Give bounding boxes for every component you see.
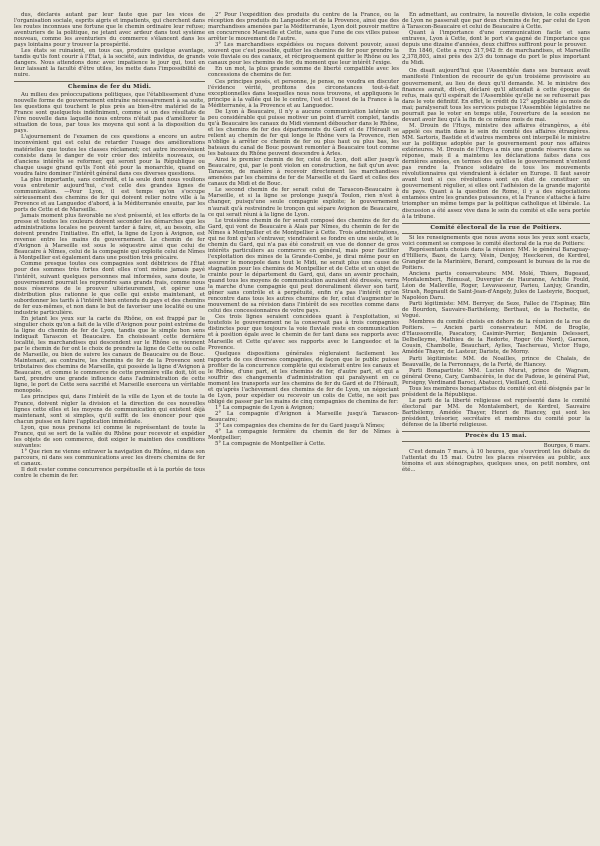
col3-paragraph: On disait aujourd'hui que l'Assemblée dans ses bureaux avait manifesté l'intention de recourir de qu'un troisième provisoire au gouvernement, au lieu de deux qu'il demande. M. le ministre des finances aurait, dit-on, déclaré qu'il attendait à cette époque de refus, mais qu'il espérait de l'Assemblée qu'elle ne se refuserait pas dans le vote définitif. En effet, le crédit du 12° applicable au mois de mai; paralyserait tous les services puisque l'Assemblée législative ne pourrait pas le voter en temps utile, l'ouverture de la session ne devant avoir lieu qu'à la fin de ce même mois de mai. [402, 68, 590, 123]
col1-paragraph: dus, déclarés autant par leur faute que par les vices de l'organisation sociale, esprits aigris et impatients, qui cherchent dans les routes inconnues une fortune que le chemin ordinaire leur refuse; aventuriers de la politique, ne jetant avec ardeur dans tout système nouveau, comme les aventuriers du commerce s'élancent dans les pays lointains pour y trouver la prospérité. [14, 12, 205, 49]
col1-paragraph: 1° Que rien ne vienne entraver la navigation du Rhône, ni dans son parcours, ni dans ses communications avec les divers chemins de fer et canaux. [14, 448, 205, 467]
col1-paragraph: Jamais moment plus favorable ne s'est présenté, et les efforts de la presse et toutes les couleurs doivent seconder les démarches que les administrations locales ne peuvent tarder à faire, et, au besoin, elle doivent prendre l'initiative. En effet, la ligne de Lyon à Avignon, est revenue entre les mains du gouvernement. Le chemin de fer d'Avignon à Marseille est sous le séquestre ainsi que celui de Beaucaire à Nîmes, celui de la compagnie qui exploite celui de Nîmes à Montpellier est également dans une position très précaire. [14, 213, 205, 262]
col3-paragraph: Parti légitimiste: MM. de Noailles, prince de Chalais, de Beauvaille, de la Ferronnays, de la Ferté, de Riancey. [402, 355, 590, 368]
col1-paragraph: Les principes qui, dans l'intérêt de la ville de Lyon et de toute la France, doivent régler la division et la direction de ces nouvelles lignes cette elles et les moyens de communication qui existent déjà maintenant, sont si simples, qu'il suffit de les énoncer pour que chacun puisse en faire l'application immédiate. [14, 394, 205, 425]
col2-paragraph: De Lyon à Beaucaire, il n'y a aucune communication latérale un peu considérable qui puisse motiver un point d'arrêt complet, tandis qu'à Beaucaire les canaux du Midi viennent déboucher dans le Rhône, et les chemins de fer des départements du Gard et de l'Hérault se relient au chemin de fer qui longe le Rhône vers la Provence, rien n'oblige à arrêter ce chemin de fer ou plus haut ou plus bas, les bateaux du canal de Bouc pouvant remonter à Beaucaire tout comme les bateaux du Rhône peuvent descendre à Arles. [208, 108, 399, 158]
column-3 [402, 12, 590, 838]
col3-paragraph: Anciens partis conservateurs: MM. Molé, Thiers, Bugeaud, Montalembert, Rémusat, Duvergier de Hauranne, Achille Fould, Léon de Malleville, Roger, Levavasseur, Parieu, Lanjuy, Grandin, Strash, Regnault de Saint-Jean-d'Angely, Jules de Lasteyrie, Bocquet, Napoléon Daru. [402, 270, 590, 302]
divider [14, 81, 205, 82]
col3-paragraph: Quant à l'importance d'une communication facile et sans entraves, Lyon à Cette, dont le port s'a gagné de l'importance que depuis une dizaine d'années, deux chiffres suffiront pour le prouver. [402, 30, 590, 49]
col3-paragraph: Tous les membres bonapartistes du comité ont été désignés par le président de la République. [402, 385, 590, 398]
col2-paragraph: Quelques dispositions générales régleraient facilement les rapports de ces diverses compagnies, de façon que le public puisse profiter de la concurrence complète qui existerait entre les canaux et le Rhône, d'une part, et les chemins de fer, d'autre part, et qui a souffrir des changements d'administration qui paralysent en ce moment les transports sur les chemins de fer du Gard et de l'Hérault, et qu'après l'achèvement des chemins de fer de Lyon, un négociant de Lyon, pour expédier ou recevoir un colis de Cette, ne soit pas obligé de passer par les mains de cinq compagnies de chemins de fer: [208, 350, 399, 405]
section-heading-chemins-de-fer: Chemins de fer du Midi. [67, 84, 152, 91]
col2-paragraph: Le second chemin de fer serait celui de Tarascon-Beaucaire à Marseille, et si la ligne se prolonge jusqu'à Toulon, rien n'est à changer, puisqu'une seule compagnie exploite; le gouvernement n'aurait qu'à restreindre le tronçon qui sépare Avignon de Beaucaire, ce qui serait réuni à la ligne de Lyon. [208, 187, 399, 218]
col3-paragraph: Si les renseignements que nous avons sous les yeux sont exacts, voici comment se compose le comité électoral de la rue de Poitiers: [402, 234, 590, 247]
col2-list-item: 4° La compagnie fermière du chemin de fer de Nîmes à Montpellier; [208, 429, 399, 442]
col3-paragraph: Membres du comité choisis en dehors de la réunion de la rue de Poitiers. — Ancien parti conservateur: MM. de Broglie, d'Haussonville, Pascatory, Casimir-Perrier, Benjamin Delessert, Delbelleyme, Mathieu de la Redorte, Roger (du Nord), Garnon, Cousin, Chambolle, Beauchart, Aylies, Taschereau, Victor Hugo, Amédée Thayer, de Lasteur, Dariste, de Morny. [402, 319, 590, 356]
col2-list-item: 5° La compagnie de Montpellier à Cette. [215, 441, 326, 448]
newspaper-page [14, 12, 590, 838]
col2-list-item: 3° Les compagnies des chemins de fer du Gard jusqu'à Nîmes; [215, 423, 385, 430]
col2-paragraph: En un mot, la plus grande somme de liberté compatible avec les concessions de chemins de fer. [208, 66, 399, 79]
column-2 [208, 12, 399, 838]
col2-paragraph: 3° Les marchandises expédiées ou reçues doivent pouvoir, aussi souvent que c'est possible, quitter les chemins de fer pour prendre la voie fluviale ou des canaux, et réciproquement quitter le Rhône ou les canaux pour les chemins de fer, du moment que leur intérêt l'exige. [208, 42, 399, 67]
col2-list-item: 1° La compagnie de Lyon à Avignon; [215, 405, 315, 412]
col3-paragraph: Parti Bonapartiste: MM. Lucien Murat, prince de Wagram, général Oreno, Cary, Cambacérès, le duc de Padoue, le général Piat, Persigny, Verdinand Baroci, Abatucci, Vieillard, Conti. [402, 367, 590, 386]
col2-paragraph: Ainsi le premier chemin de fer, celui de Lyon, doit aller jusqu'à Beaucaire, qui, par le pont violon en construction, ne fait qu'un avec Tarascon, de manière à recevoir directement les marchandises amenées par les chemins de fer de Marseille et du Gard et celles des canaux du Midi et de Bouc. [208, 157, 399, 188]
section-heading-comite-electoral: Comité électoral de la rue de Poitiers. [402, 223, 590, 234]
col3-paragraph: En 1846, Cette a reçu 317,942 fr. de marchandises, et Marseille 2,378,803, ainsi près des 2/3 du tonnage du port le plus important du Midi. [402, 48, 590, 67]
col2-list-item: 2° La compagnie d'Avignon à Marseille jusqu'à Tarascon-Beaucaire; [208, 411, 399, 424]
col2-paragraph: Ces principes posés, et personne, je pense, ne voudra en discuter l'évidence vérité, profitons des circonstances tout-à-fait exceptionnelles dans lesquelles nous nous trouvons, et appliquons le principe à la vallée qui lie le centre, l'est et l'ouest de la France à la Méditerranée, à la Provence et au Languedoc. [208, 78, 399, 109]
column-1 [14, 12, 205, 838]
col2-paragraph: 2° Pour l'expédition des produits du centre de la France, ou la réception des produits du Languedoc et de la Provence, ainsi que des marchandises amenées par la Méditerranée, Lyon doit pouvoir mettre en concurrence Marseille et Cette, sans que l'une de ces villes puisse arrêter le mouvement de l'autre. [208, 12, 399, 43]
section-heading-proces: Procès du 15 mai. [402, 431, 590, 442]
col3-dateline: Bourges, 6 mars. [543, 443, 590, 450]
col3-paragraph: M. Drouin de l'Huys, ministre des affaires étrangères, a été appelé ces matin dans le sein du comité des affaires étrangères. MM. Sartoris, Bastide et d'autres membres ont interpellé le ministre sur la politique adoptée par le gouvernement pour nos affaires extérieures. M. Drouin de l'Huys a mis une grande réserve dans sa réponse, mais il a maintenu les déclarations faites dans ces dernières années, en termes des qu'elles le gouvernement n'entend pas rendre la France solidaire de tous les mouvements révolutionnaires qui viendraient à éclater en Europe. Il faut savoir avant tout si ces révolutions sont en état de constituer un gouvernement régulier, si elles ont l'adhésion de la grande majorité du pays. Quant à la question de Rome, il y a des négociations entamées entre les grandes puissances, et la France s'attache à faire triompher un même temps par la politique catholique et libérale. La discussion a été assez vive dans le sein du comité et elle sera portée à la tribune. [402, 122, 590, 220]
col1-paragraph: Il doit rester comme concurrence perpétuelle et à la portée de tous contre le chemin de fer. [14, 467, 205, 480]
col1-paragraph: La plus importante, sans contredit, et la seule dont nous voulions vous entretenir aujourd'hui, c'est celle des grandes lignes de communication. —Pour Lyon, il est temps qu'on s'occupe sérieusement des chemins de fer qui doivent relier notre ville à la Provence et au Languedoc d'abord, à la Méditerranée ensuite, par les ports de Cette et de Marseille. [14, 176, 205, 213]
col1-paragraph: Au milieu des préoccupations politiques, que l'établissement d'une nouvelle forme de gouvernement entraîne nécessairement à sa suite, les questions qui touchent le plus près au bien-être matériel de la France sont quelquefois indéfiniment, comme si un des résultats de l'ère nouvelle dans laquelle nous entrons n'était pas d'améliorer la situation de tous, par tous les moyens qui sont à la disposition du pays. [14, 92, 205, 135]
col3-paragraph: En admettant, au contraire, la nouvelle division, le colis expédié de Lyon ne passerait que par deux chemins de fer, par celui de Lyon à Tarascon-Beaucaire et celui de Beaucaire à Cette. [402, 12, 590, 31]
col1-paragraph: Les états se ruinaient, en tous cas, produire quelque avantage, tandis qu'ils font courir à l'État, à la société, aux individus, de grands dangers. Nous attendons donc avec impatience le jour qui, tout en leur laissant la faculté d'être utiles, les mette dans l'impossibilité de nuire. [14, 48, 205, 79]
col3-paragraph: Parti légitimiste: MM. Berryer, de Seze, Fallec de l'Espinay, Blin de Bourdon, Sauvaire-Barthélemy, Berthaut, de la Rochette, de Vogué. [402, 301, 590, 320]
col3-paragraph: Le parti de la liberté religieuse est représenté dans le comité électoral par MM. de Montalembert, de Kerdrel, Sauvaire Barthélemy, Amédée Thayer, Henri de Riancey, qui sont les président, trésorier, secrétaire et membres du comité pour la défense de la liberté religieuse. [402, 397, 590, 429]
col1-paragraph: En jetant les yeux sur la carte du Rhône, on est frappé par le singulier choix qu'on a fait de la ville d'Avignon pour point extrême de la ligne du chemin de fer de Lyon, tandis que le simple bon sens indiquait Tarascon et Beaucaire. En choisissant cette dernière localité, les marchandises qui descendent sur le Rhône ou viennent par le chemin de fer ont le choix de prendre la ligne de Cette ou celle de Marseille, ou bien de suivre les canaux de Beaucaire ou de Bouc. Maintenant, au contraire, les chemins de fer de la Provence sont tributaires des chemins de Marseille, qui possède la ligne d'Avignon à Beaucaire, et comme le commerce de cette première ville doit, tôt ou tard, prendre une grande influence dans l'administration de cette ligne, le port de Cette sera sacrifié et Marseille exercera un véritable monopole. [14, 315, 205, 395]
col1-paragraph: Comme presque toutes ces compagnies sont débitrices de l'État pour des sommes très fortes dont elles n'ont même jamais payé l'intérêt, suivant quelques personnes mal informées, sans doute, le gouvernement pourrait les reprendre sans grands frais, comme nous nous réservons de le prouver ultérieurement, et opérer une distribution plus rationne le que celle qui existe maintenant, et subordonner les tarifs à l'intérêt bien entendu du pays et des chemins de fer eux-mêmes, et non dans le but de favoriser une localité ou une industrie particulière. [14, 261, 205, 316]
col3-paragraph: C'est demain 7 mars, à 10 heures, que s'ouvriront les débats de l'attentat du 15 mai. Outre les places réservées au public, aux témoins et aux sténographes, quelques unes, on petit nombre, ont été... [402, 449, 590, 474]
col2-paragraph: Ces trois lignes seraient concédées quant à l'exploitation, si toutefois le gouvernement ne la conservait pas à trois compagnies distinctes pour que toujours la voie fluviale reste en communication et à position égale avec le chemin de fer tant dans ses rapports avec Marseille et Cette qu'avec ses rapports avec le Languedoc et la Provence. [208, 314, 399, 351]
col3-paragraph: Représentants choisis dans la réunion: MM. le général Baraguay-d'Hilliers, Baze, de Larcy, Vésin, Denjoy, Heeckeren, de Kerdrel, Grangier de la Marinière, Berard, composant le bureau de la rue de Poitiers. [402, 246, 590, 271]
col2-paragraph: Le troisième chemin de fer serait composé des chemins de fer du Gard, qui vont de Beaucaire à Alais par Nîmes, du chemin de fer de Nîmes à Montpellier et de Montpellier à Cette. Trois administrations, qui ne font qu'un s'entraver, viendraient se fondre en une seule, et le chemin du Gard, qui n'a pas été construit en vue de donner de gros intérêts particuliers au commerce en général, mais pour faciliter l'exploitation des mines de la Grande-Combe, je dirai même pour en assurer le monopole dans tout le Midi, ne serait plus une cause de stagnation pour les chemins de Montpellier et de Cette et un objet de crainte pour le département du Gard, qui, dans un avenir prochain, quand tous les moyens de communication auraient été dressés, verra la marche d'une compagnie qui peut doreraliment élever son tarif, gêner sans contrôle et à perpétuité, enfin n'a pas l'intérêt qu'on rencontre dans tous les autres chemins de fer, celui d'augmenter le mouvement de sa révision dans l'intérêt de ses recettes comme dans celui des concessionnaires de votre pays. [208, 217, 399, 315]
col1-paragraph: L'ajournement de l'examen de ces questions a encore un autre inconvénient qui est celui de retarder l'usage des améliorations matérielles que toutes les classes réclament; cet autre inconvénient consiste dans le danger de voir créer des intérêts nouveaux, ou d'anciens intérêts se reformer, qui seront pour la République ou chaque usage grand qu'ils l'ont été pour la monarchie, quand on voudra faire dominer l'intérêt général dans ces diverses questions. [14, 134, 205, 177]
col1-paragraph: Lyon, que nous prenons ici comme le représentant de toute la France, qui se sert de la vallée du Rhône pour recevoir et expédier les objets de son commerce, doit exiger le maintien des conditions suivantes: [14, 424, 205, 449]
